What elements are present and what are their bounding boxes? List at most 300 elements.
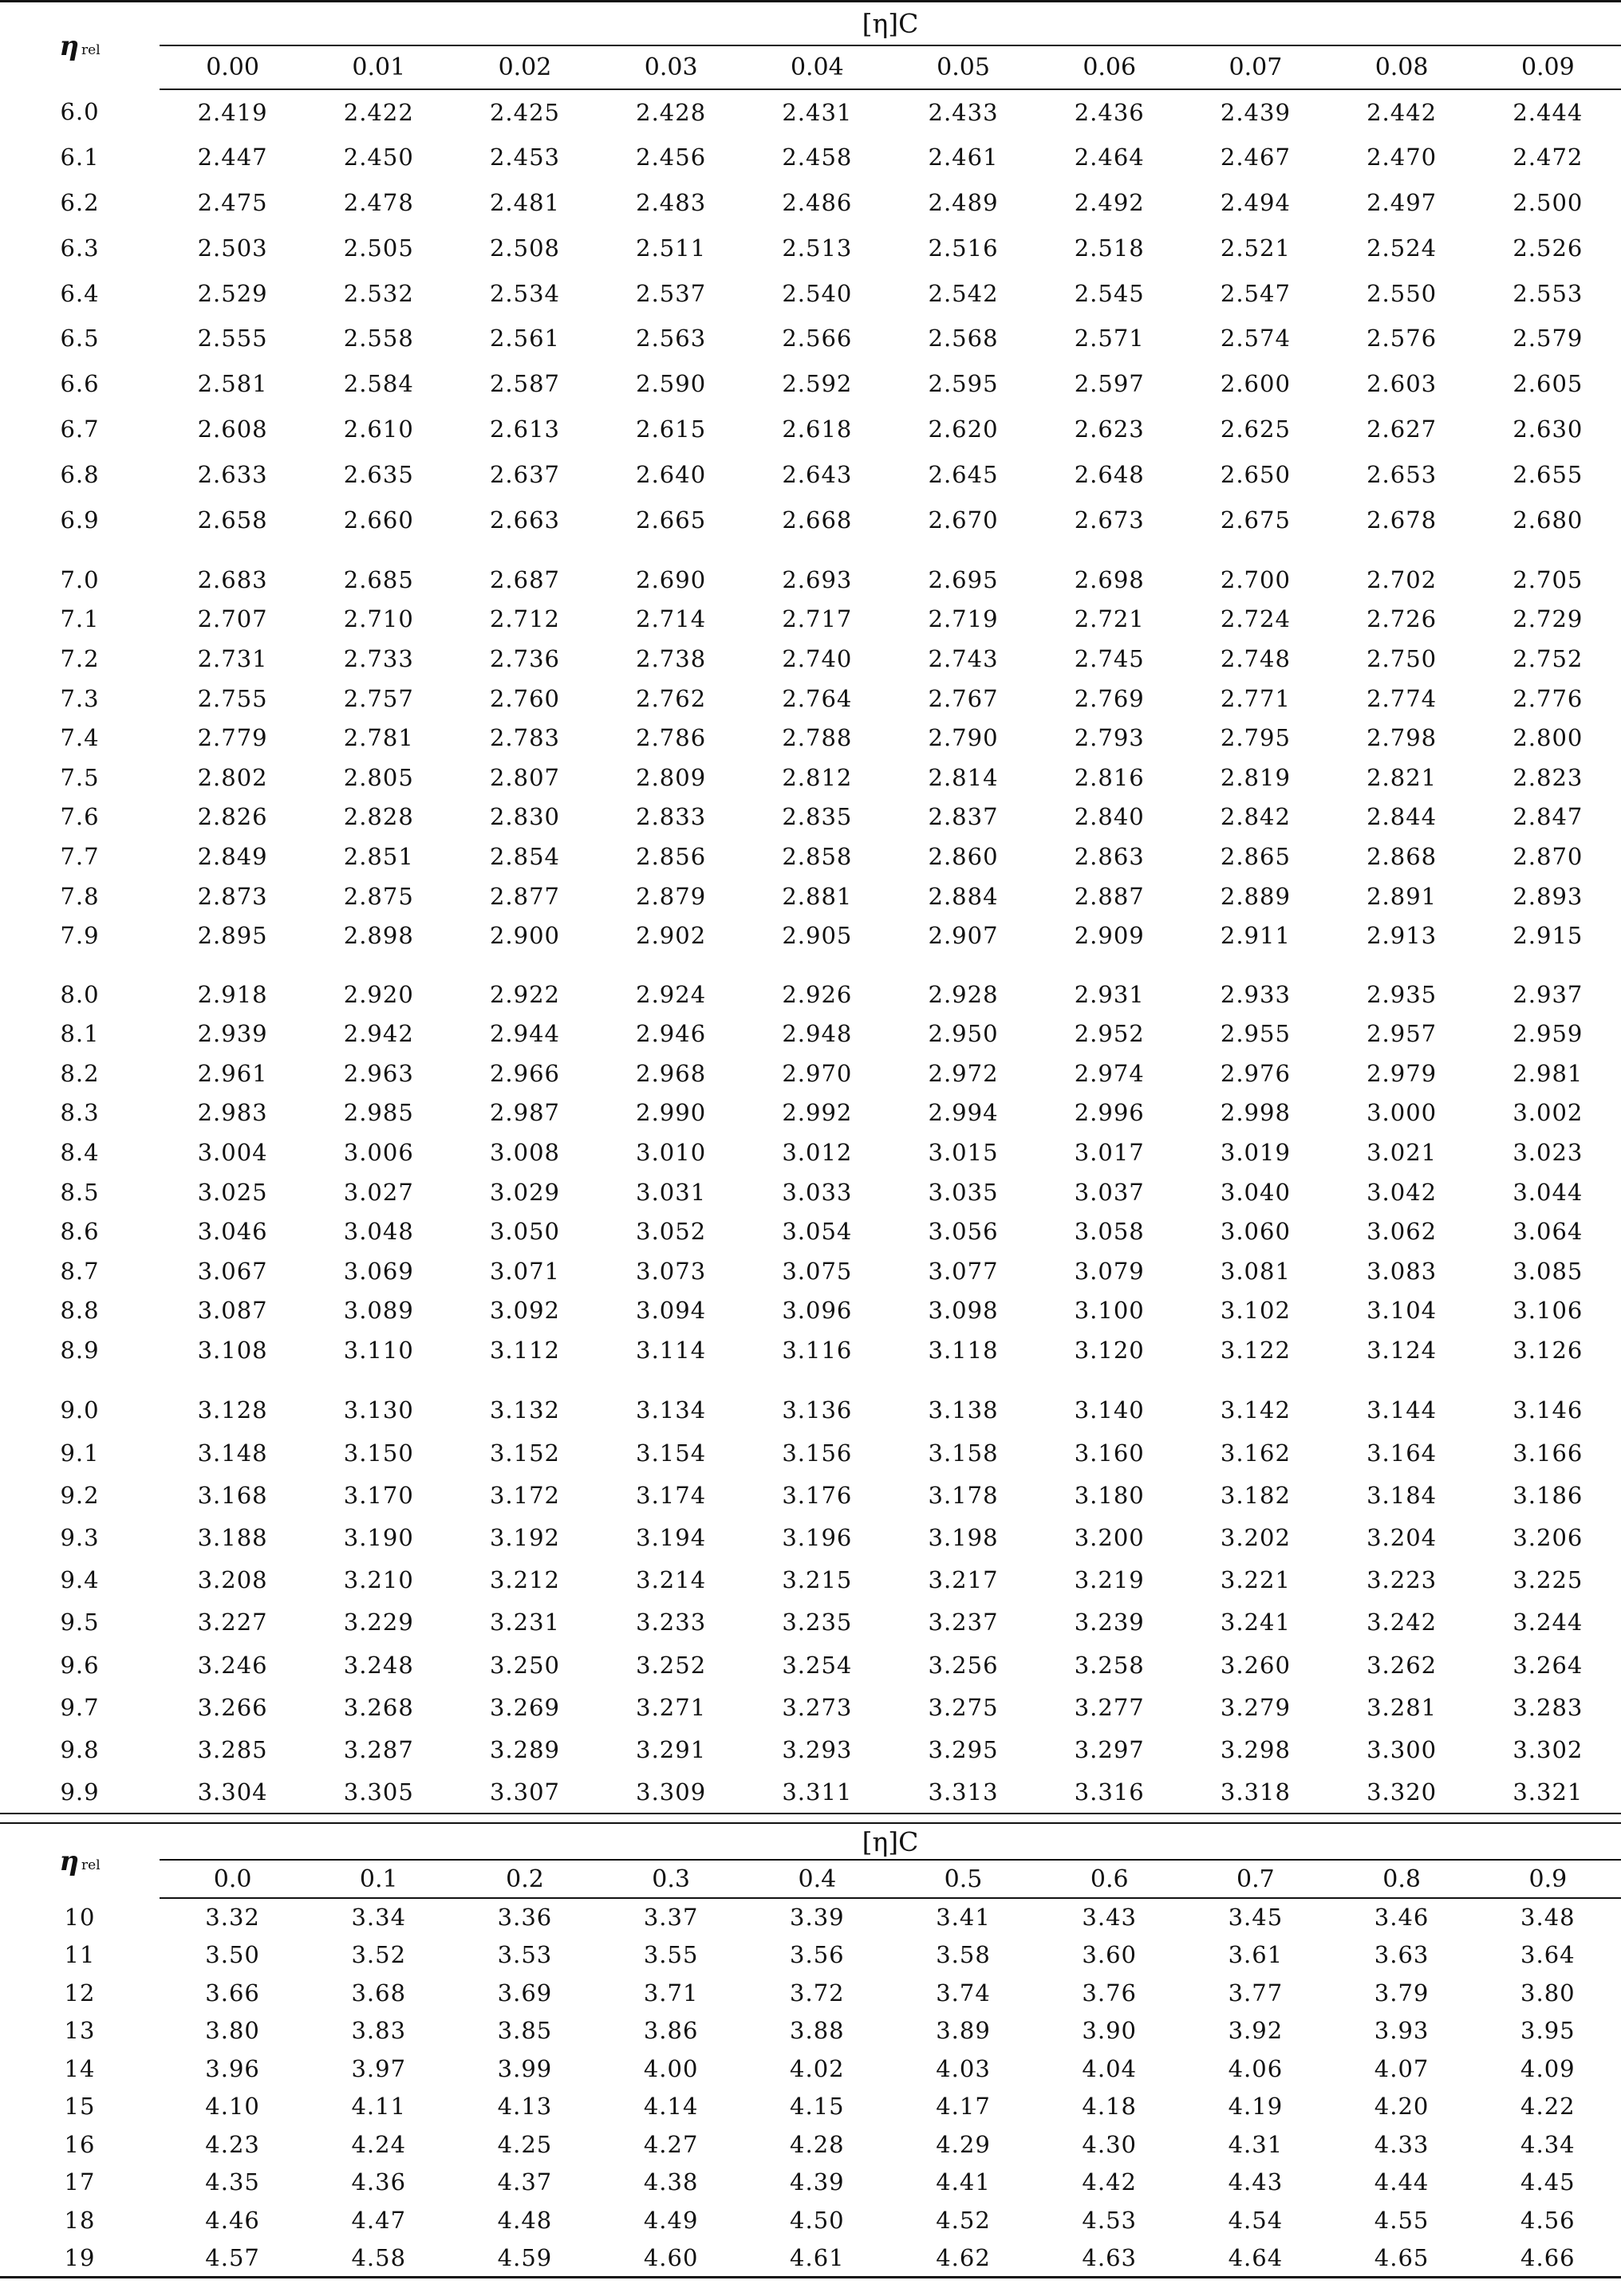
table-cell: 3.046 — [197, 1218, 268, 1246]
table-row — [0, 639, 1621, 679]
table-cell: 3.060 — [1220, 1218, 1291, 1246]
table-row — [0, 1432, 1621, 1474]
table-cell: 2.776 — [1513, 684, 1584, 712]
table-cell: 3.254 — [782, 1651, 853, 1679]
table-cell: 4.27 — [643, 2130, 699, 2158]
table-cell: 2.717 — [782, 605, 853, 633]
table-cell: 3.152 — [489, 1439, 560, 1467]
table-cell: 2.783 — [489, 724, 560, 752]
table-cell: 3.262 — [1367, 1651, 1438, 1679]
table-cell: 4.17 — [936, 2093, 991, 2121]
table-row — [0, 361, 1621, 407]
row-label: 6.9 — [60, 506, 100, 534]
table-cell: 2.613 — [489, 415, 560, 443]
table-cell: 3.56 — [790, 1941, 845, 1969]
table-cell: 2.898 — [343, 922, 414, 950]
table-cell: 4.07 — [1374, 2054, 1430, 2082]
table-cell: 3.212 — [489, 1566, 560, 1594]
table-cell: 3.021 — [1367, 1139, 1438, 1167]
table-cell: 3.252 — [636, 1651, 707, 1679]
table-cell: 2.587 — [489, 370, 560, 398]
table-cell: 3.138 — [928, 1396, 999, 1424]
table-cell: 2.757 — [343, 684, 414, 712]
table-cell: 2.738 — [636, 644, 707, 672]
table-cell: 2.858 — [782, 842, 853, 870]
table-cell: 3.298 — [1220, 1735, 1291, 1763]
column-group-header — [160, 1823, 1621, 1860]
table-cell: 2.981 — [1513, 1059, 1584, 1087]
table-cell: 2.748 — [1220, 644, 1291, 672]
table-cell: 2.508 — [489, 234, 560, 262]
table-cell: 3.34 — [351, 1904, 407, 1932]
table-cell: 3.054 — [782, 1218, 853, 1246]
table-cell: 2.542 — [928, 279, 999, 307]
table-cell: 2.579 — [1513, 325, 1584, 352]
table-cell: 3.80 — [1520, 1979, 1576, 2007]
table-cell: 4.62 — [936, 2243, 991, 2271]
table-cell: 3.318 — [1182, 1771, 1328, 1814]
table-row — [0, 1644, 1621, 1686]
table-cell: 2.913 — [1367, 922, 1438, 950]
table-cell: 3.281 — [1367, 1693, 1438, 1721]
table-cell: 2.946 — [636, 1020, 707, 1048]
table-row — [0, 1132, 1621, 1172]
table-cell: 2.655 — [1513, 460, 1584, 488]
table-cell: 3.186 — [1513, 1481, 1584, 1509]
table-cell: 4.18 — [1082, 2093, 1137, 2121]
table-cell: 2.842 — [1220, 803, 1291, 831]
table-cell: 2.854 — [489, 842, 560, 870]
table-cell: 3.025 — [197, 1178, 268, 1206]
table-cell: 3.106 — [1513, 1297, 1584, 1325]
table-cell: 3.058 — [1074, 1218, 1145, 1246]
table-cell: 2.833 — [636, 803, 707, 831]
table-row — [0, 1014, 1621, 1054]
table-cell: 4.60 — [643, 2243, 699, 2271]
row-label: 6.4 — [60, 279, 100, 307]
table-cell: 2.700 — [1220, 565, 1291, 593]
eta-symbol: η — [59, 1845, 80, 1877]
table-cell: 2.610 — [343, 415, 414, 443]
table-cell: 4.56 — [1520, 2206, 1576, 2234]
row-label: 11 — [64, 1941, 96, 1969]
table-row — [0, 270, 1621, 316]
table-cell: 2.475 — [197, 188, 268, 216]
table-cell: 2.447 — [197, 144, 268, 171]
table-cell: 2.680 — [1513, 506, 1584, 534]
table-cell: 2.733 — [343, 644, 414, 672]
row-label: 17 — [64, 2168, 96, 2196]
table-cell: 3.132 — [489, 1396, 560, 1424]
table-cell: 2.909 — [1074, 922, 1145, 950]
table-cell: 2.905 — [782, 922, 853, 950]
table-cell: 3.39 — [790, 1904, 845, 1932]
table-row — [0, 1291, 1621, 1331]
table-cell: 3.031 — [636, 1178, 707, 1206]
table-cell: 2.990 — [636, 1099, 707, 1127]
table-cell: 2.835 — [782, 803, 853, 831]
table-cell: 2.774 — [1367, 684, 1438, 712]
table-cell: 2.922 — [489, 980, 560, 1008]
table-cell: 3.100 — [1074, 1297, 1145, 1325]
table-cell: 2.994 — [928, 1099, 999, 1127]
table-cell: 4.03 — [936, 2054, 991, 2082]
table-cell: 2.798 — [1367, 724, 1438, 752]
table-cell: 2.590 — [636, 370, 707, 398]
table-cell: 3.304 — [160, 1771, 306, 1814]
column-header: 0.5 — [890, 1860, 1036, 1898]
table-cell: 2.678 — [1367, 506, 1438, 534]
table-cell: 3.136 — [782, 1396, 853, 1424]
row-label: 9.3 — [60, 1524, 100, 1551]
table-cell: 3.000 — [1367, 1099, 1438, 1127]
table-cell: 3.97 — [351, 2054, 407, 2082]
column-header: 0.00 — [160, 45, 306, 89]
row-label: 16 — [64, 2130, 96, 2158]
table-cell: 3.130 — [343, 1396, 414, 1424]
row-label: 6.2 — [60, 188, 100, 216]
table-row — [0, 1898, 1621, 1936]
table-row — [0, 89, 1621, 135]
table-cell: 2.974 — [1074, 1059, 1145, 1087]
table-cell: 3.41 — [936, 1904, 991, 1932]
table-cell: 2.762 — [636, 684, 707, 712]
table-cell: 2.972 — [928, 1059, 999, 1087]
table-cell: 4.45 — [1520, 2168, 1576, 2196]
table-cell: 2.550 — [1367, 279, 1438, 307]
table-cell: 3.233 — [636, 1609, 707, 1636]
table-cell: 2.889 — [1220, 882, 1291, 910]
row-label: 9.6 — [60, 1651, 100, 1679]
table-cell: 3.32 — [205, 1904, 260, 1932]
table-cell: 3.081 — [1220, 1257, 1291, 1285]
row-label: 10 — [64, 1903, 96, 1931]
table-cell: 2.425 — [489, 98, 560, 126]
table-cell: 3.092 — [489, 1297, 560, 1325]
table-cell: 3.188 — [197, 1524, 268, 1551]
table-cell: 3.194 — [636, 1524, 707, 1551]
table-cell: 3.102 — [1220, 1297, 1291, 1325]
table-cell: 2.581 — [197, 370, 268, 398]
table-cell: 3.320 — [1329, 1771, 1475, 1814]
table-cell: 2.819 — [1220, 763, 1291, 791]
table-cell: 3.210 — [343, 1566, 414, 1594]
row-label: 9.0 — [60, 1396, 100, 1424]
table-cell: 2.802 — [197, 763, 268, 791]
table-row — [0, 407, 1621, 452]
table-cell: 2.670 — [928, 506, 999, 534]
table-cell: 2.584 — [343, 370, 414, 398]
table-cell: 2.673 — [1074, 506, 1145, 534]
table-cell: 3.242 — [1367, 1609, 1438, 1636]
table-row — [0, 797, 1621, 837]
row-label: 8.3 — [60, 1099, 100, 1127]
table-cell: 3.122 — [1220, 1337, 1291, 1365]
table-cell: 2.529 — [197, 279, 268, 307]
table-cell: 2.856 — [636, 842, 707, 870]
table-cell: 2.576 — [1367, 325, 1438, 352]
row-label: 9.7 — [60, 1693, 100, 1721]
table-cell: 3.58 — [936, 1941, 991, 1969]
table-cell: 2.648 — [1074, 460, 1145, 488]
table-cell: 3.033 — [782, 1178, 853, 1206]
table-cell: 3.190 — [343, 1524, 414, 1551]
table-cell: 4.15 — [790, 2093, 845, 2121]
table-cell: 2.705 — [1513, 565, 1584, 593]
table-cell: 3.029 — [489, 1178, 560, 1206]
table-cell: 4.43 — [1228, 2168, 1284, 2196]
row-label: 12 — [64, 1979, 96, 2007]
table-cell: 4.42 — [1082, 2168, 1137, 2196]
table-cell: 2.516 — [928, 234, 999, 262]
table-cell: 3.69 — [497, 1979, 553, 2007]
table-cell: 2.726 — [1367, 605, 1438, 633]
table-cell: 2.877 — [489, 882, 560, 910]
table-cell: 3.085 — [1513, 1257, 1584, 1285]
table-cell: 2.702 — [1367, 565, 1438, 593]
table-cell: 3.269 — [489, 1693, 560, 1721]
table-cell: 2.976 — [1220, 1059, 1291, 1087]
table-cell: 2.793 — [1074, 724, 1145, 752]
table-cell: 2.760 — [489, 684, 560, 712]
table-cell: 3.044 — [1513, 1178, 1584, 1206]
table-cell: 3.166 — [1513, 1439, 1584, 1467]
table-cell: 2.865 — [1220, 842, 1291, 870]
row-header-eta-rel — [0, 2, 160, 90]
column-header: 0.9 — [1475, 1860, 1621, 1898]
table-row — [0, 560, 1621, 600]
table-cell: 3.293 — [782, 1735, 853, 1763]
table-cell: 2.633 — [197, 460, 268, 488]
table-cell: 2.660 — [343, 506, 414, 534]
table-row — [0, 1974, 1621, 2012]
table-cell: 3.208 — [197, 1566, 268, 1594]
table-cell: 2.653 — [1367, 460, 1438, 488]
table-cell: 2.574 — [1220, 325, 1291, 352]
table-cell: 2.456 — [636, 144, 707, 171]
table-cell: 2.879 — [636, 882, 707, 910]
table-cell: 3.104 — [1367, 1297, 1438, 1325]
table-cell: 2.453 — [489, 144, 560, 171]
table-cell: 2.985 — [343, 1099, 414, 1127]
table-cell: 3.077 — [928, 1257, 999, 1285]
table-cell: 2.643 — [782, 460, 853, 488]
table-row — [0, 1936, 1621, 1975]
table-cell: 3.229 — [343, 1609, 414, 1636]
row-label: 8.9 — [60, 1337, 100, 1365]
table-row — [0, 316, 1621, 361]
table-cell: 2.630 — [1513, 415, 1584, 443]
table-cell: 2.503 — [197, 234, 268, 262]
table-row — [0, 2050, 1621, 2088]
row-label: 9.9 — [0, 1771, 160, 1814]
table-cell: 2.422 — [343, 98, 414, 126]
row-label: 9.4 — [60, 1566, 100, 1594]
table-cell: 2.442 — [1367, 98, 1438, 126]
table-cell: 2.524 — [1367, 234, 1438, 262]
row-label: 6.3 — [60, 234, 100, 262]
table-cell: 4.59 — [497, 2243, 553, 2271]
table-cell: 3.291 — [636, 1735, 707, 1763]
table-cell: 3.110 — [343, 1337, 414, 1365]
table-cell: 3.083 — [1367, 1257, 1438, 1285]
table-cell: 3.37 — [643, 1904, 699, 1932]
table-cell: 2.996 — [1074, 1099, 1145, 1127]
table-cell: 2.740 — [782, 644, 853, 672]
table-cell: 3.266 — [197, 1693, 268, 1721]
table-cell: 3.156 — [782, 1439, 853, 1467]
table-cell: 2.545 — [1074, 279, 1145, 307]
table-cell: 3.60 — [1082, 1941, 1137, 1969]
column-header: 0.3 — [598, 1860, 744, 1898]
table-cell: 4.39 — [790, 2168, 845, 2196]
table-cell: 2.870 — [1513, 842, 1584, 870]
table-cell: 2.553 — [1513, 279, 1584, 307]
column-header: 0.2 — [452, 1860, 598, 1898]
table-cell: 3.148 — [197, 1439, 268, 1467]
table-cell: 3.006 — [343, 1139, 414, 1167]
table-row — [0, 975, 1621, 1014]
table-cell: 4.52 — [936, 2206, 991, 2234]
table-cell: 3.77 — [1228, 1979, 1284, 2007]
table-cell: 2.433 — [928, 98, 999, 126]
table-cell: 2.851 — [343, 842, 414, 870]
table-cell: 3.285 — [197, 1735, 268, 1763]
table-cell: 3.146 — [1513, 1396, 1584, 1424]
column-header: 0.02 — [452, 45, 598, 89]
table-cell: 2.724 — [1220, 605, 1291, 633]
table-cell: 2.948 — [782, 1020, 853, 1048]
table-cell: 3.064 — [1513, 1218, 1584, 1246]
row-label: 8.2 — [60, 1059, 100, 1087]
eta-subscript: rel — [81, 1857, 101, 1873]
table-cell: 2.627 — [1367, 415, 1438, 443]
table-cell: 3.50 — [205, 1941, 260, 1969]
table-cell: 4.33 — [1374, 2130, 1430, 2158]
table-cell: 3.313 — [890, 1771, 1036, 1814]
table-cell: 2.561 — [489, 325, 560, 352]
table-cell: 3.023 — [1513, 1139, 1584, 1167]
table-cell: 3.287 — [343, 1735, 414, 1763]
table-row — [0, 2201, 1621, 2239]
table-cell: 2.781 — [343, 724, 414, 752]
table-cell: 2.605 — [1513, 370, 1584, 398]
table-cell: 3.056 — [928, 1218, 999, 1246]
table-cell: 2.939 — [197, 1020, 268, 1048]
table-cell: 2.937 — [1513, 980, 1584, 1008]
table-cell: 2.952 — [1074, 1020, 1145, 1048]
table-cell: 2.992 — [782, 1099, 853, 1127]
table-cell: 3.239 — [1074, 1609, 1145, 1636]
table-cell: 3.124 — [1367, 1337, 1438, 1365]
table-cell: 2.928 — [928, 980, 999, 1008]
table-cell: 3.150 — [343, 1439, 414, 1467]
column-header: 0.6 — [1036, 1860, 1182, 1898]
table-cell: 3.89 — [936, 2017, 991, 2045]
table-cell: 3.305 — [306, 1771, 452, 1814]
table-cell: 4.11 — [351, 2093, 407, 2121]
intrinsic-viscosity-label: [η]C — [862, 8, 919, 39]
table-cell: 2.863 — [1074, 842, 1145, 870]
table-cell: 3.256 — [928, 1651, 999, 1679]
table-cell: 2.505 — [343, 234, 414, 262]
table-cell: 3.008 — [489, 1139, 560, 1167]
table-cell: 3.283 — [1513, 1693, 1584, 1721]
table-cell: 2.743 — [928, 644, 999, 672]
table-cell: 3.202 — [1220, 1524, 1291, 1551]
table-row — [0, 679, 1621, 719]
table-cell: 2.873 — [197, 882, 268, 910]
table-cell: 2.518 — [1074, 234, 1145, 262]
table-cell: 2.907 — [928, 922, 999, 950]
table-cell: 2.840 — [1074, 803, 1145, 831]
table-cell: 3.93 — [1374, 2017, 1430, 2045]
table-cell: 2.526 — [1513, 234, 1584, 262]
table-cell: 3.76 — [1082, 1979, 1137, 2007]
table-cell: 2.537 — [636, 279, 707, 307]
table-cell: 3.302 — [1513, 1735, 1584, 1763]
table-cell: 2.900 — [489, 922, 560, 950]
table-cell: 2.492 — [1074, 188, 1145, 216]
table-cell: 2.979 — [1367, 1059, 1438, 1087]
table-cell: 2.637 — [489, 460, 560, 488]
table-row — [0, 876, 1621, 916]
table-row — [0, 1172, 1621, 1212]
table-cell: 3.275 — [928, 1693, 999, 1721]
table-cell: 3.53 — [497, 1941, 553, 1969]
table-cell: 3.277 — [1074, 1693, 1145, 1721]
table-cell: 3.116 — [782, 1337, 853, 1365]
table-cell: 3.012 — [782, 1139, 853, 1167]
table-cell: 3.83 — [351, 2017, 407, 2045]
table-cell: 3.264 — [1513, 1651, 1584, 1679]
table-cell: 2.683 — [197, 565, 268, 593]
table-cell: 3.74 — [936, 1979, 991, 2007]
table-cell: 3.235 — [782, 1609, 853, 1636]
table-cell: 2.779 — [197, 724, 268, 752]
table-cell: 2.478 — [343, 188, 414, 216]
row-label: 7.2 — [60, 644, 100, 672]
table-cell: 2.483 — [636, 188, 707, 216]
table-row — [0, 600, 1621, 640]
row-label: 8.5 — [60, 1178, 100, 1206]
table-cell: 3.96 — [205, 2054, 260, 2082]
column-header: 0.7 — [1182, 1860, 1328, 1898]
table-row — [0, 2012, 1621, 2050]
table-cell: 3.99 — [497, 2054, 553, 2082]
table-cell: 2.786 — [636, 724, 707, 752]
table-cell: 4.23 — [205, 2130, 260, 2158]
table-cell: 2.534 — [489, 279, 560, 307]
table-cell: 3.52 — [351, 1941, 407, 1969]
column-header: 0.1 — [306, 1860, 452, 1898]
table-cell: 2.603 — [1367, 370, 1438, 398]
table-cell: 3.92 — [1228, 2017, 1284, 2045]
table-cell: 3.010 — [636, 1139, 707, 1167]
table-cell: 3.182 — [1220, 1481, 1291, 1509]
row-label: 14 — [64, 2054, 96, 2082]
table-cell: 2.623 — [1074, 415, 1145, 443]
column-group-header — [160, 2, 1621, 46]
table-cell: 2.663 — [489, 506, 560, 534]
table-cell: 2.470 — [1367, 144, 1438, 171]
table-cell: 2.828 — [343, 803, 414, 831]
table-cell: 3.300 — [1367, 1735, 1438, 1763]
table-cell: 4.35 — [205, 2168, 260, 2196]
table-cell: 2.640 — [636, 460, 707, 488]
table-cell: 3.174 — [636, 1481, 707, 1509]
table-cell: 3.90 — [1082, 2017, 1137, 2045]
